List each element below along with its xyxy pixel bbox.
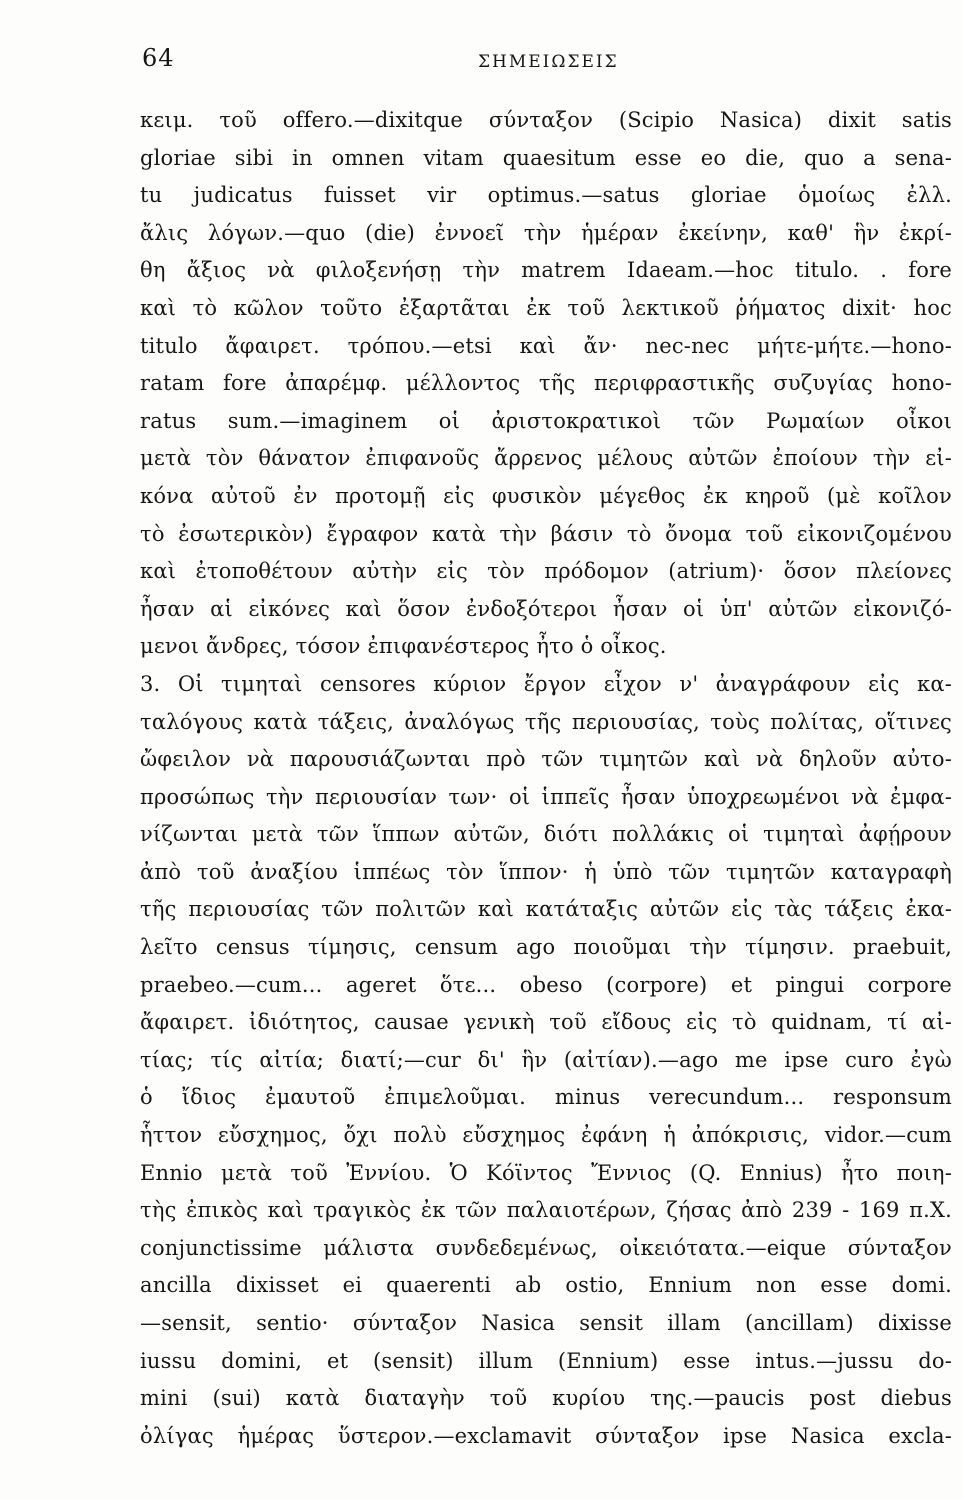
running-head: ΣΗΜΕΙΩΣΕΙΣ xyxy=(478,52,619,72)
text-line: ὀλίγας ἡμέρας ὕστερον.—exclamavit σύνταξον ipse Nasica excla- xyxy=(140,1423,952,1448)
text-line: —sensit, sentio· σύνταξον Nasica sensit illam (ancillam) dixisse xyxy=(140,1311,952,1335)
text-line: ἀπὸ τοῦ ἀναξίου ἱππέως τὸν ἵππον· ἡ ὑπὸ τῶν τιμητῶν καταγραφὴ xyxy=(140,859,952,884)
text-line: νίζωνται μετὰ τῶν ἵππων αὐτῶν, διότι πολλάκις οἱ τιμηταὶ ἀφῄρουν xyxy=(140,822,952,847)
text-line: τίας; τίς αἰτία; διατί;—cur δι' ἣν (αἰτίαν).—ago me ipse curo ἐγὼ xyxy=(140,1047,952,1072)
text-line: ratus sum.—imaginem οἱ ἀριστοκρατικοὶ τῶν Ρωμαίων οἶκοι xyxy=(140,408,952,433)
text-line: κειμ. τοῦ offero.—dixitque σύνταξον (Scipio Nasica) dixit satis xyxy=(140,108,952,132)
text-line: Ennio μετὰ τοῦ Ἐννίου. Ὁ Κόϊντος Ἔννιος (Q. Ennius) ἦτο ποιη- xyxy=(140,1160,952,1185)
page-number: 64 xyxy=(142,44,175,72)
text-line: mini (sui) κατὰ διαταγὴν τοῦ κυρίου της.—paucis post diebus xyxy=(140,1386,952,1411)
text-line: θη ἄξιος νὰ φιλοξενήσῃ τὴν matrem Idaeam.—hoc titulo. . fore xyxy=(140,258,952,283)
text-line: ἦσαν αἱ εἰκόνες καὶ ὅσον ἐνδοξότεροι ἦσαν οἱ ὑπ' αὐτῶν εἰκονιζό- xyxy=(140,596,952,621)
text-line: ἄφαιρετ. ἰδιότητος, causae γενικὴ τοῦ εἴδους εἰς τὸ quidnam, τί αἰ- xyxy=(140,1010,952,1035)
text-line: ἄλις λόγων.—quo (die) ἐννοεῖ τὴν ἡμέραν ἐκείνην, καθ' ἣν ἐκρί- xyxy=(140,220,952,245)
text-line: conjunctissime μάλιστα συνδεδεμένως, οἰκειότατα.—eique σύνταξον xyxy=(140,1235,952,1260)
text-line: τὴς ἐπικὸς καὶ τραγικὸς ἐκ τῶν παλαιοτέρων, ζήσας ἀπὸ 239 - 169 π.Χ. xyxy=(140,1198,952,1223)
text-line: ὁ ἴδιος ἐμαυτοῦ ἐπιμελοῦμαι. minus verecundum... responsum xyxy=(140,1085,952,1110)
text-line: ἧττον εὔσχημος, ὄχι πολὺ εὔσχημος ἐφάνη ἡ ἀπόκρισις, vidor.—cum xyxy=(140,1123,952,1148)
text-line: ancilla dixisset ei quaerenti ab ostio, Ennium non esse domi. xyxy=(140,1273,952,1298)
text-line: μενοι ἄνδρες, τόσον ἐπιφανέστερος ἦτο ὁ οἶκος. xyxy=(140,634,667,659)
text-line: 3. Οἱ τιμηταὶ censores κύριον ἔργον εἶχον ν' ἀναγράφουν εἰς κα- xyxy=(140,671,952,696)
text-line: ταλόγους κατὰ τάξεις, ἀναλόγως τῆς περιουσίας, τοὺς πολίτας, οἵτινες xyxy=(140,709,952,734)
text-line: iussu domini, et (sensit) illum (Ennium) esse intus.—jussu do- xyxy=(140,1348,952,1373)
text-line: τῆς περιουσίας τῶν πολιτῶν καὶ κατάταξις αὐτῶν εἰς τὰς τάξεις ἐκα- xyxy=(140,897,952,922)
text-line: tu judicatus fuisset vir optimus.—satus gloriae ὁμοίως ἐλλ. xyxy=(140,183,952,208)
text-line: praebeo.—cum... ageret ὅτε... obeso (corpore) et pingui corpore xyxy=(140,972,952,997)
text-line: ὤφειλον νὰ παρουσιάζωνται πρὸ τῶν τιμητῶν καὶ νὰ δηλοῦν αὐτο- xyxy=(140,747,952,772)
text-line: μετὰ τὸν θάνατον ἐπιφανοῦς ἄρρενος μέλους αὐτῶν ἐποίουν τὴν εἰ- xyxy=(140,446,952,471)
text-line: titulo ἄφαιρετ. τρόπου.—etsi καὶ ἄν· nec-nec μήτε-μήτε.—hono- xyxy=(140,333,952,358)
text-line: gloriae sibi in omnen vitam quaesitum esse eo die, quo a sena- xyxy=(140,145,952,170)
notes-body xyxy=(140,102,952,1455)
text-line: τὸ ἐσωτερικὸν) ἔγραφον κατὰ τὴν βάσιν τὸ ὄνομα τοῦ εἰκονιζομένου xyxy=(140,521,952,546)
text-line: λεῖτο census τίμησις, censum ago ποιοῦμαι τὴν τίμησιν. praebuit, xyxy=(140,935,952,960)
text-line: ratam fore ἀπαρέμφ. μέλλοντος τῆς περιφραστικῆς συζυγίας hono- xyxy=(140,371,952,396)
text-line: καὶ τὸ κῶλον τοῦτο ἐξαρτᾶται ἐκ τοῦ λεκτικοῦ ῥήματος dixit· hoc xyxy=(140,295,952,320)
text-line: προσώπως τὴν περιουσίαν των· οἱ ἱππεῖς ἦσαν ὑποχρεωμένοι νὰ ἐμφα- xyxy=(140,784,952,809)
text-line: καὶ ἐτοποθέτουν αὐτὴν εἰς τὸν πρόδομον (atrium)· ὅσον πλείονες xyxy=(140,559,952,584)
text-line: κόνα αὐτοῦ ἐν προτομῇ εἰς φυσικὸν μέγεθος ἐκ κηροῦ (μὲ κοῖλον xyxy=(140,483,952,508)
